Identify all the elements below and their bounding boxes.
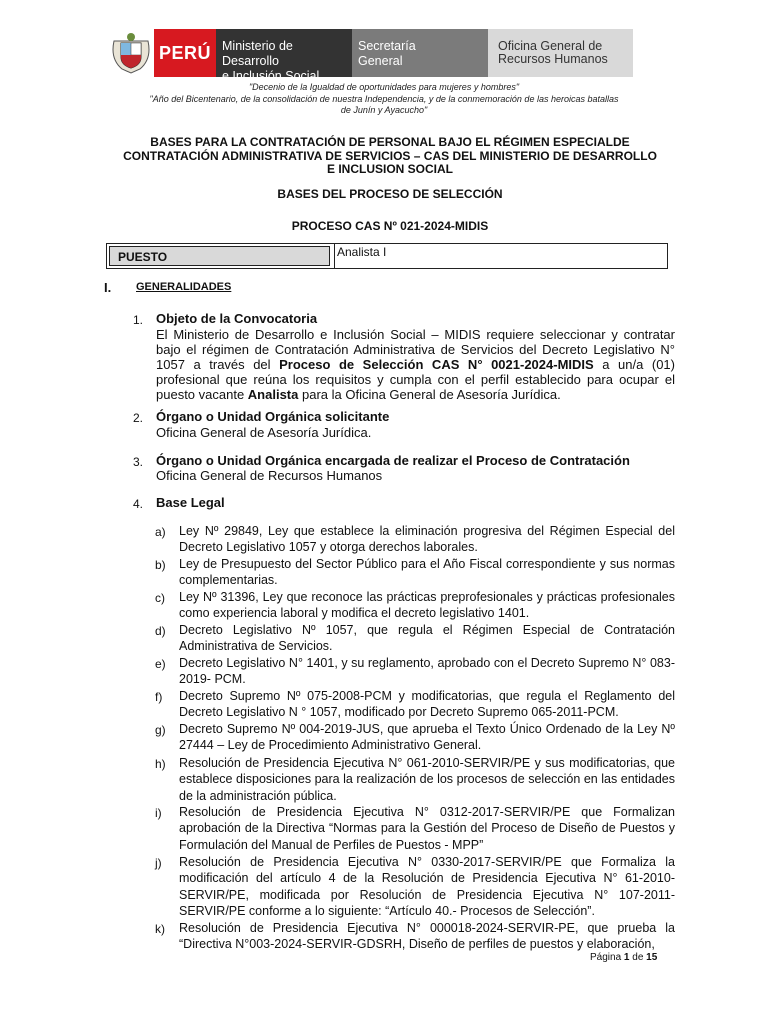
country-name: PERÚ (158, 42, 211, 63)
base-legal-letter: c) (155, 591, 165, 605)
office-line1: Oficina General de (498, 39, 603, 53)
section-number: I. (104, 280, 112, 295)
main-title-line1: BASES PARA LA CONTRATACIÓN DE PERSONAL BAJO EL RÉGIMEN ESPECIALDE (150, 135, 630, 149)
item-title-4: Base Legal (156, 495, 225, 510)
puesto-label: PUESTO (109, 246, 330, 266)
base-legal-item: Ley Nº 29849, Ley que establece la eliminación progresiva del Régimen Especial del Decreto Legislativo 1057 y otorga derechos laborales. (179, 524, 675, 555)
secretaria-line1: Secretaría (358, 39, 416, 53)
item-title-2: Órgano o Unidad Orgánica solicitante (156, 409, 390, 424)
slogan-anio-line2: de Junín y Ayacucho" (340, 105, 428, 115)
of-word: de (632, 952, 644, 963)
base-legal-letter: g) (155, 723, 166, 737)
base-legal-item: Resolución de Presidencia Ejecutiva N° 000018-2024-SERVIR-PE, que prueba la “Directiva N°003-2024-SERVIR-GDSRH, Diseño de perfiles de puestos y elaboración, (179, 921, 675, 952)
bases-title: BASES DEL PROCESO DE SELECCIÓN (277, 187, 503, 201)
item-number-2: 2. (133, 411, 144, 425)
main-title-line2: CONTRATACIÓN ADMINISTRATIVA DE SERVICIOS – CAS DEL MINISTERIO DE DESARROLLO (123, 149, 657, 163)
item-title-3: Órgano o Unidad Orgánica encargada de realizar el Proceso de Contratación (156, 453, 630, 468)
item-text-1-c: para la Oficina General de Asesoría Jurídica. (298, 387, 561, 402)
ministry-line1: Ministerio de Desarrollo (222, 39, 293, 68)
main-title-line3: E INCLUSION SOCIAL (326, 162, 453, 176)
base-legal-letter: b) (155, 558, 166, 572)
proceso-title: PROCESO CAS Nº 021-2024-MIDIS (291, 219, 489, 233)
item-title-1: Objeto de la Convocatoria (156, 311, 318, 326)
slogan-anio-line1: "Año del Bicentenario, de la consolidación de nuestra Independencia, y de la conmemoración de las heroicas batallas (149, 94, 619, 104)
base-legal-item: Ley Nº 31396, Ley que reconoce las prácticas preprofesionales y prácticas profesionales como experiencia laboral y modifica el decreto legislativo 1401. (179, 590, 675, 621)
item-text-1-bold-analista: Analista (247, 387, 299, 402)
base-legal-item: Resolución de Presidencia Ejecutiva N° 061-2010-SERVIR/PE y sus modificatorias, que establece disposiciones para la realización de los procesos de selección en las entidades de la administración pública. (179, 756, 675, 803)
base-legal-letter: h) (155, 757, 166, 771)
item-text-1 (156, 327, 675, 402)
base-legal-item: Decreto Legislativo N° 1401, y su reglamento, aprobado con el Decreto Supremo N° 083-2019- PCM. (179, 656, 675, 687)
base-legal-item: Decreto Legislativo Nº 1057, que regula el Régimen Especial de Contratación Administrativa de Servicios. (179, 623, 675, 654)
office-line2: Recursos Humanos (498, 52, 608, 66)
item-text-1-b: a un/a (01) profesional que reúna los requisitos y cumpla con el perfil establecido para ocupar el puesto vacante (156, 357, 675, 402)
base-legal-item: Ley de Presupuesto del Sector Público para el Año Fiscal correspondiente y sus normas complementarias. (179, 557, 675, 588)
page-total: 15 (646, 952, 658, 963)
item-number-3: 3. (133, 455, 144, 469)
base-legal-item: Decreto Supremo Nº 004-2019-JUS, que aprueba el Texto Único Ordenado de la Ley Nº 27444 – Ley de Procedimiento Administrativo General. (179, 722, 675, 753)
base-legal-item: Resolución de Presidencia Ejecutiva N° 0330-2017-SERVIR/PE que Formaliza la modificación del artículo 4 de la Resolución de Presidencia Ejecutiva N° 61-2010-SERVIR/PE, modificada por Resolución de Presidencia Ejecutiva N° 107-2011-SERVIR/PE conforme a lo siguiente: “Artículo 40.- Procesos de Selección”. (179, 855, 675, 919)
base-legal-letter: a) (155, 525, 166, 539)
header-banner (108, 29, 633, 83)
base-legal-item: Resolución de Presidencia Ejecutiva N° 0312-2017-SERVIR/PE que Formalizan aprobación de la Directiva “Normas para la Gestión del Proceso de Diseño de Puestos y Formulación del Manual de Perfiles de Puestos - MPP” (179, 805, 675, 852)
item-text-2: Oficina General de Asesoría Jurídica. (156, 425, 372, 440)
item-text-1-a: El Ministerio de Desarrollo e Inclusión Social – MIDIS requiere seleccionar y contratar bajo el régimen de Contratación Administrativa de Servicios del Decreto Legislativo N° 1057 a través del (156, 327, 675, 372)
peru-logo (154, 29, 216, 77)
puesto-value: Analista I (334, 244, 670, 269)
item-number-4: 4. (133, 497, 144, 511)
puesto-table (106, 243, 668, 269)
page-word: Página (590, 952, 622, 963)
secretaria-line2: General (358, 54, 403, 68)
page-footer (590, 952, 657, 963)
office-block (488, 29, 633, 77)
base-legal-letter: d) (155, 624, 166, 638)
item-text-1-bold-proceso: Proceso de Selección CAS N° 0021-2024-MIDIS (279, 357, 594, 372)
base-legal-letter: e) (155, 657, 166, 671)
coat-of-arms-icon (108, 29, 154, 75)
section-title: GENERALIDADES (136, 281, 232, 293)
secretaria-block (352, 29, 488, 77)
base-legal-letter: j) (155, 856, 162, 870)
slogan-decenio: "Decenio de la Igualdad de oportunidades para mujeres y hombres" (248, 82, 520, 92)
base-legal-letter: i) (155, 806, 162, 820)
base-legal-letter: k) (155, 922, 165, 936)
page-number: 1 (623, 952, 630, 963)
ministry-line2: e Inclusión Social (222, 69, 320, 83)
base-legal-item: Decreto Supremo Nº 075-2008-PCM y modificatorias, que regula el Reglamento del Decreto Legislativo N ° 1057, modificado por Decreto Supremo 065-2011-PCM. (179, 689, 675, 720)
ministry-block (216, 29, 352, 83)
item-text-3: Oficina General de Recursos Humanos (156, 468, 383, 483)
base-legal-letter: f) (155, 690, 163, 704)
item-number-1: 1. (133, 313, 144, 327)
